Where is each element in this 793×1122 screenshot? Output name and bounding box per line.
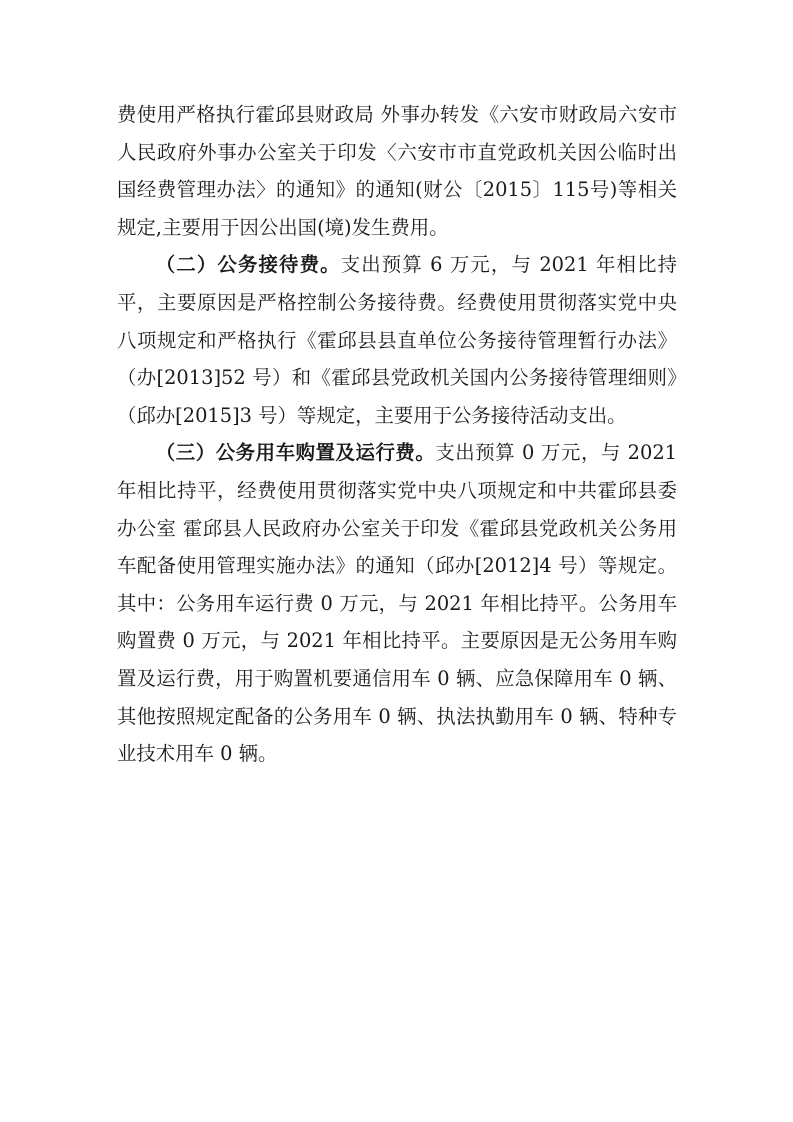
heading-reception-fee: （二）公务接待费。 bbox=[155, 253, 341, 277]
paragraph-overseas-travel-text: 费使用严格执行霍邱县财政局 外事办转发《六安市财政局六安市人民政府外事办公室关于印发〈六安市市直党政机关因公临时出国经费管理办法〉的通知》的通知(财公〔2015〕115号)等相关规定,主要用于因公出国(境)发生费用。 bbox=[117, 103, 677, 239]
paragraph-vehicle-fee bbox=[117, 434, 677, 772]
document-body bbox=[117, 96, 677, 773]
paragraph-reception-fee-text: 支出预算 6 万元，与 2021 年相比持平，主要原因是严格控制公务接待费。经费使用贯彻落实党中央八项规定和严格执行《霍邱县县直单位公务接待管理暂行办法》（办[2013]52 号）和《霍邱县党政机关国内公务接待管理细则》（邱办[2015]3 号）等规定，主要用于公务接待活动支出。 bbox=[117, 253, 677, 427]
paragraph-overseas-travel bbox=[117, 96, 677, 246]
paragraph-vehicle-fee-text: 支出预算 0 万元，与 2021 年相比持平，经费使用贯彻落实党中央八项规定和中共霍邱县委办公室 霍邱县人民政府办公室关于印发《霍邱县党政机关公务用车配备使用管理实施办法》的通知（邱办[2012]4 号）等规定。其中：公务用车运行费 0 万元，与 2021 年相比持平。公务用车购置费 0 万元，与 2021 年相比持平。主要原因是无公务用车购置及运行费，用于购置机要通信用车 0 辆、应急保障用车 0 辆、其他按照规定配备的公务用车 0 辆、执法执勤用车 0 辆、特种专业技术用车 0 辆。 bbox=[117, 441, 677, 766]
paragraph-reception-fee bbox=[117, 246, 677, 434]
heading-vehicle-fee: （三）公务用车购置及运行费。 bbox=[155, 441, 436, 465]
